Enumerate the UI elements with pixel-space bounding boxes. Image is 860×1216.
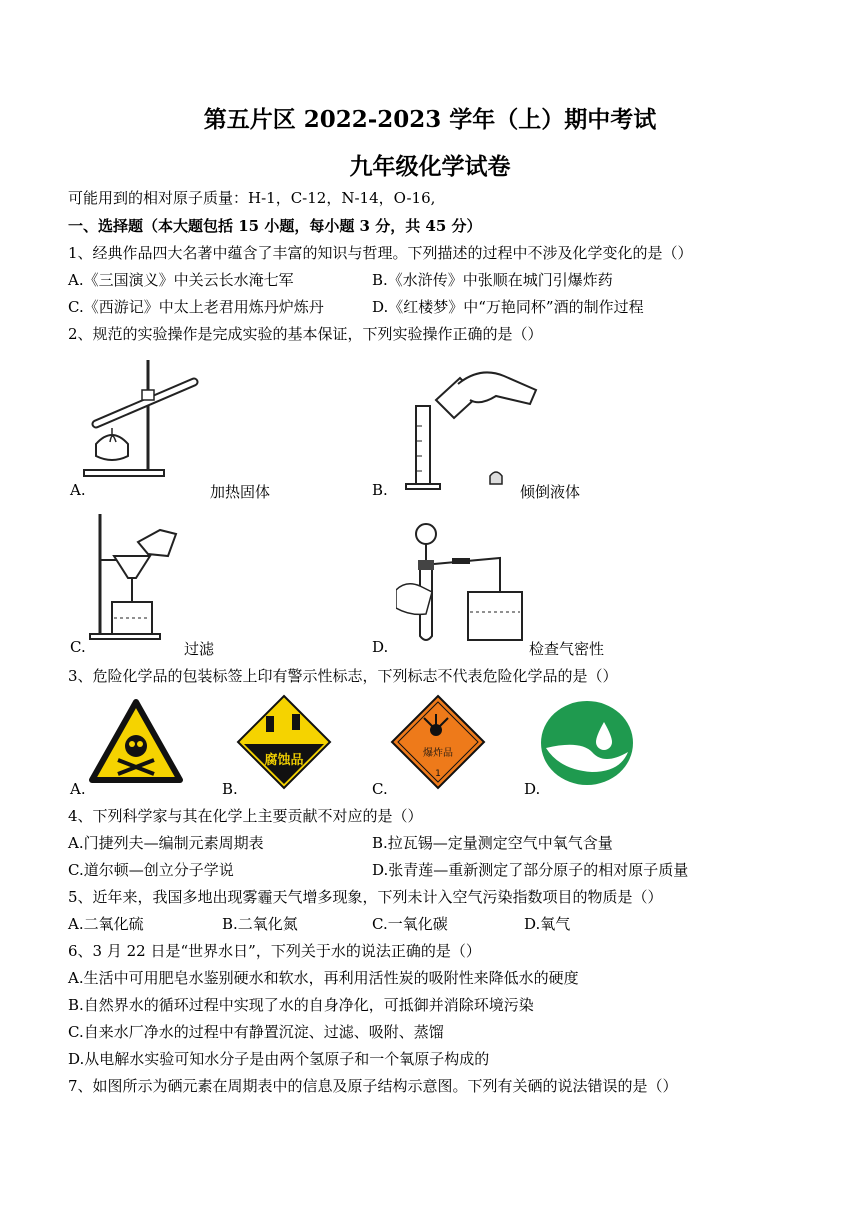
gas-tightness-figure: [396, 520, 526, 646]
explosive-sign-figure: [390, 694, 486, 790]
question-2-option-a-caption: 加热固体: [210, 483, 271, 501]
exam-title: 第五片区 2022-2023 学年（上）期中考试: [203, 106, 657, 133]
question-7-stem: 7、如图所示为硒元素在周期表中的信息及原子结构示意图。下列有关硒的说法错误的是（）: [68, 1077, 678, 1095]
toxic-sign-figure: [88, 698, 184, 784]
pouring-liquid-figure: [396, 366, 546, 494]
question-2-option-b-caption: 倾倒液体: [520, 483, 581, 501]
question-6-option-d: D.从电解水实验可知水分子是由两个氢原子和一个氧原子构成的: [68, 1050, 490, 1068]
question-3-stem: 3、危险化学品的包装标签上印有警示性标志，下列标志不代表危险化学品的是（）: [68, 667, 618, 685]
question-3-option-b-letter: B.: [222, 780, 238, 798]
question-5-stem: 5、近年来，我国多地出现雾霾天气增多现象，下列未计入空气污染指数项目的物质是（）: [68, 888, 663, 906]
question-3-option-a-letter: A.: [70, 780, 86, 798]
question-5-option-b: B.二氧化氮: [222, 915, 298, 933]
question-5-option-a: A.二氧化硫: [68, 915, 144, 933]
question-4-option-c: C.道尔顿—创立分子学说: [68, 861, 234, 879]
question-6-stem: 6、3 月 22 日是“世界水日”，下列关于水的说法正确的是（）: [68, 942, 481, 960]
filtration-figure: [88, 512, 184, 640]
question-2-option-d-letter: D.: [372, 638, 389, 656]
question-2-option-b-letter: B.: [372, 481, 388, 499]
question-1-option-b: B.《水浒传》中张顺在城门引爆炸药: [372, 271, 613, 289]
question-6-option-c: C.自来水厂净水的过程中有静置沉淀、过滤、吸附、蒸馏: [68, 1023, 444, 1041]
exam-subtitle: 九年级化学试卷: [349, 153, 511, 180]
question-4-option-b: B.拉瓦锡—定量测定空气中氧气含量: [372, 834, 613, 852]
question-6-option-a: A.生活中可用肥皂水鉴别硬水和软水，再利用活性炭的吸附性来降低水的硬度: [68, 969, 579, 987]
question-1-option-c: C.《西游记》中太上老君用炼丹炉炼丹: [68, 298, 324, 316]
question-2-option-c-caption: 过滤: [184, 640, 215, 658]
question-6-option-b: B.自然界水的循环过程中实现了水的自身净化，可抵御并消除环境污染: [68, 996, 534, 1014]
question-1-option-d: D.《红楼梦》中“万艳同杯”酒的制作过程: [372, 298, 644, 316]
question-2-option-a-letter: A.: [70, 481, 86, 499]
question-2-option-c-letter: C.: [70, 638, 86, 656]
water-saving-sign-figure: [540, 700, 634, 786]
question-1-stem: 1、经典作品四大名著中蕴含了丰富的知识与哲理。下列描述的过程中不涉及化学变化的是（）: [68, 244, 693, 262]
question-4-option-a: A.门捷列夫—编制元素周期表: [68, 834, 264, 852]
question-5-option-c: C.一氧化碳: [372, 915, 448, 933]
heating-solid-figure: [82, 356, 202, 478]
question-2-stem: 2、规范的实验操作是完成实验的基本保证，下列实验操作正确的是（）: [68, 325, 543, 343]
question-3-option-d-letter: D.: [524, 780, 541, 798]
corrosive-sign-label: 腐蚀品: [264, 753, 304, 768]
section-heading: 一、选择题（本大题包括 15 小题，每小题 3 分，共 45 分）: [68, 217, 482, 235]
question-3-option-c-letter: C.: [372, 780, 388, 798]
explosive-sign-label: 爆炸品: [423, 748, 453, 759]
question-2-option-d-caption: 检查气密性: [529, 640, 605, 658]
atomic-masses-note: 可能用到的相对原子质量：H-1，C-12，N-14，O-16,: [68, 189, 436, 207]
question-5-option-d: D.氧气: [524, 915, 571, 933]
question-4-stem: 4、下列科学家与其在化学上主要贡献不对应的是（）: [68, 807, 423, 825]
question-4-option-d: D.张青莲—重新测定了部分原子的相对原子质量: [372, 861, 689, 879]
explosive-sign-number: 1: [435, 769, 441, 779]
question-1-option-a: A.《三国演义》中关云长水淹七军: [68, 271, 294, 289]
corrosive-sign-figure: [236, 694, 332, 790]
